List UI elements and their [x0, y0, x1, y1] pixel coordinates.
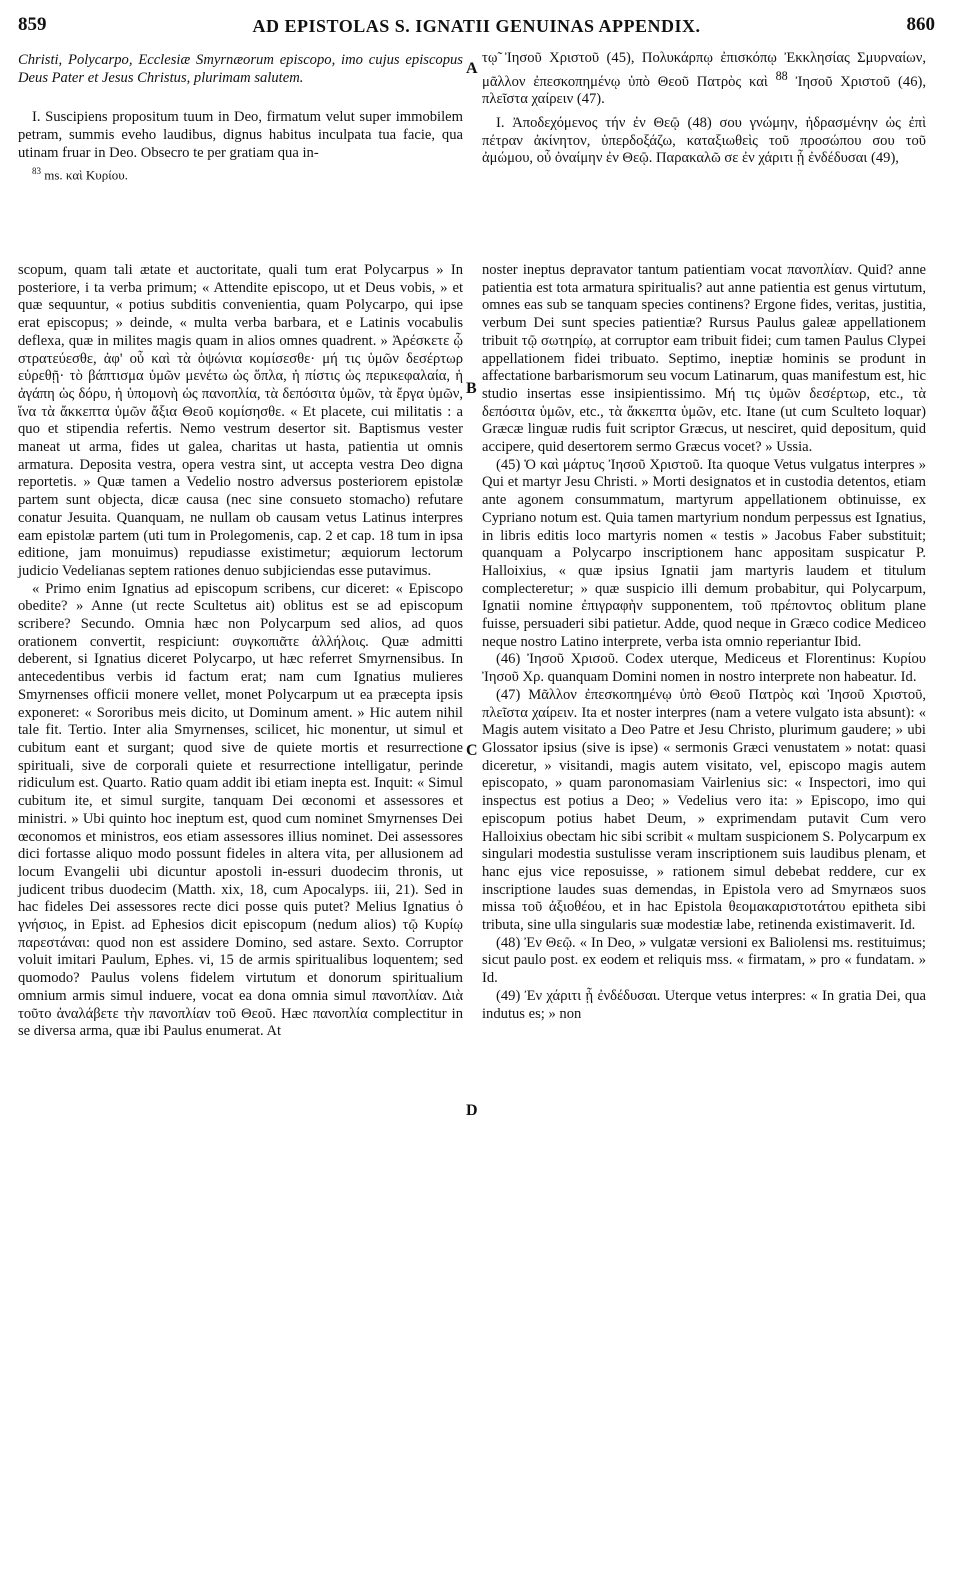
margin-marker-a: A [466, 60, 478, 77]
greek-salutation [482, 50, 926, 109]
margin-marker-d: D [466, 1102, 478, 1119]
latin-text-column [18, 52, 463, 184]
latin-salutation: Christi, Polycarpo, Ecclesiæ Smyrnæorum episcopo, imo cujus episcopus Deus Pater et Jesus Christus, plurimam salutem. [18, 52, 463, 86]
margin-marker-b: B [466, 380, 477, 397]
greek-salutation-end: Ἰησοῦ Χριστοῦ (46), πλεῖστα χαίρειν (47). [482, 73, 927, 108]
page-number-left: 859 [18, 14, 47, 35]
commentary-right-p1: noster ineptus depravator tantum patientiam vocat πανοπλίαν. Quid? anne patientia est tota armatura spiritualis? aut anne patientia est genus virtutum, omnes eas sub se tanquam species continens? Ergone fides, veritas, justitia, verbum Dei sunt species patientiæ? Rursus Paulus galeæ appellationem tribuit τῷ σωτηρίῳ, at corruptor eam tribuit fidei; cum tamen Paulus Clypei appellationem fidei tribuato. Septimo, ineptiæ hominis se produnt in affectatione barbarismorum seu vocum Latinarum, quas manifestum est, hic studio insertas esse insipientissimo. Μή τις ὑμῶν δεσέρτωρ, etc., τὰ δεπόσιτα ὑμῶν, etc., τὰ ἄκκεπτα ὑμῶν, etc. Itane (ut cum Sculteto loquar) Græcæ linguæ rudis fuit scriptor Græcus, ut nesciret, quid depositum, quid accipere, quid desertorem sermo Græcus vocet? » Ussia. [482, 262, 926, 456]
ms-variant-note [18, 163, 463, 184]
commentary-right-column [482, 262, 926, 1023]
commentary-left-p1: scopum, quam tali ætate et auctoritate, quali tum erat Polycarpus » In posteriore, i ta verba primum; « Attendite episcopo, ut et Deus vobis, » et quæ sequuntur, « potius subditis convenientia, quam Polycarpo, qui ipse erat episcopus; » deinde, « multa verba barbara, et e Latinis vocabulis deflexa, quæ in milites magis quam in alios omnes quadrent. » Ἀρέσκετε ᾧ στρατεύεσθε, ἀφ' οὗ καὶ τὰ ὀψώνια κομίσεσθε· μή τις ὑμῶν δεσέρτωρ εὑρεθῇ· τὸ βάπτισμα ὑμῶν μενέτω ὡς ὅπλα, ἡ πίστις ὡς περικεφαλαία, ἡ ἀγάπη ὡς δόρυ, ἡ ὑπομονὴ ὡς πανοπλία, τὰ δεπόσιτα ὑμῶν, τὰ ἔργα ὑμῶν, ἵνα τὰ ἄκκεπτα ὑμῶν ἄξια Θεοῦ κομίσησθε. « Et placete, cui militatis : a quo et stipendia refertis. Nemo vestrum desertor sit. Baptismus vester maneat ut arma, fides ut galea, charitas ut hasta, patientia ut omnis armatura. Deposita vestra, opera vestra sint, ut accepta vestra Deo digna reportetis. » Quæ tamen a Vedelio nostro adversus posteriorem epistolæ partem sunt objecta, dicæ causa (nec sine consueto stomacho) refutare conatur Jesuita. Quanquam, ne nullam ob causam vetus Latinus interpres eam epistolæ partem (uti tum in Prolegomenis, cap. 2 et cap. 18 tum in ipsa editione, jam monuimus) repudiasse existimetur; æquiorum lectorum judicio Vedelianas septem rationes denuo subjiciendas esse putavimus. [18, 262, 463, 579]
ms-note-text: ms. καὶ Κυρίου. [44, 166, 128, 182]
commentary-left-p2: « Primo enim Ignatius ad episcopum scribens, cur diceret: « Episcopo obedite? » Anne (ut recte Scultetus ait) oblitus est se ad episcopum scribere? Secundo. Omnia hæc non Polycarpum sed alios, ad quos orationem convertit, respiciunt: συγκοπιᾶτε ἀλλήλοις. Quæ admitti deberent, si Ignatius diceret Polycarpo, ut hæc referret Smyrnensibus. In antecedentibus verbis id factum erat; nam cum Ignatius mulieres Smyrnenses officii monere vellet, monet Polycarpum ut ea præcepta ipsis exponeret: « Sororibus meis dicito, ut Dominum ament. » Hic autem nihil tale fit. Tertio. Inter alia Smyrnenses, scilicet, hic monentur, ut simul et cubitum eant et surgant; quod sive de quiete mortis et resurrectione spirituali, sive de corporali quiete et resurrectione intelligatur, perinde ridiculum est. Quarto. Ratio quam addit ibi etiam inepta est. Inquit: « Simul cubitum ite, et simul surgite, tanquam Dei œconomi et assessores et ministri. » Ubi quinto hoc ineptum est, quod cum nominet Smyrnenses Dei œconomos et ministros, eos etiam assessores illius nominet. Dei assessores dici fortasse aliquo modo possunt fideles in altera vita, per allusionem ad locum Evangelii ubi dicuntur apostoli in-essuri duodecim thronis, ut judicent tribus duodecim (Matth. xix, 18, cum Apocalyps. iii, 21). Sed in hac fideles Dei assessores recte dici posse quis putet? Melius Ignatius ὁ γνήσιος, in Epist. ad Ephesios dicit episcopum (nedum alios) τῷ Κυρίῳ παρεστάναι: quod non est assidere Domino, sed astare. Sexto. Corruptor voluit imitari Paulum, Ephes. vi, 15 de armis spiritualibus loquentem; sed quomodo? Paulus volens fidelem virtutum et donorum spiritualium omnium armis simul induere, vocat ea dona omnia simul πανοπλίαν. Διὰ τοῦτο ἀναλάβετε τὴν πανοπλίαν τοῦ Θεοῦ. Hæc πανοπλία complectitur in se diversa arma, quæ ibi Paulus enumerat. At [18, 580, 463, 1040]
greek-text-column [482, 50, 926, 168]
ms-note-number: 83 [32, 165, 41, 176]
footnote-47: (47) Μᾶλλον ἐπεσκοπημένῳ ὑπὸ Θεοῦ Πατρὸς καὶ Ἰησοῦ Χριστοῦ, πλεῖστα χαίρειν. Ita et noster interpres (nam a vetere vulgato ista absunt): « Magis autem visitato a Deo Patre et Jesu Christo, plurimum gaudere; » ubi Glossator ipsius (sive is ipse) « sermonis Græci venustatem » notat: quasi diceretur, » visitandi, magis autem visitato, vel, episcopo magis autem episcopato, » quam paronomasiam Vairlenius sic: « Inspectori, imo qui inspectus est potius a Deo; » Vedelius vero ita: » Episcopo, imo qui episcopum potius habet Deum, » exprimendam putavit Cum vero Halloixius obectam hic sibi scribit « multam suspicionem S. Polycarpum ex singulari modestia sustulisse veram inscriptionem suis laudibus plenam, et hanc ejus vice reposuisse, » rationem simul debebat reddere, cur ex inscriptione laudes suas demendas, in Epistola vero ad Smyrnæos suos missa τοῦ ἀξιοθέου, et in hac Epistola θεομακαριστοτάτου epitheta sibi tributa, sine ulla singularis suæ modestiæ labe, retinenda existimaverit. Id. [482, 686, 926, 934]
running-title: AD EPISTOLAS S. IGNATII GENUINAS APPENDIX. [252, 16, 701, 36]
footnote-45: (45) Ὁ καὶ μάρτυς Ἰησοῦ Χριστοῦ. Ita quoque Vetus vulgatus interpres » Qui et martyr Jesu Christi. » Morti designatos et in custodia detentos, etiam ante agonem consummatum, martyrum appellationem obtinuisse, ex Cypriano notum est. Quia tamen martyrium nondum perpessus est Ignatius, in libris editis loco martyris nomen « testis » Jacobus Faber substituit; quanquam a Polycarpo inscriptionem hanc appositam suspicatur P. Halloixius, « quæ ipsius Ignatii jam martyris laudem et titulum complecteretur; » quæ suspicio illi demum probabitur, qui Polycarpum, Ignatii nomine ἐπιγραφὴν supponentem, τοῦ πρέποντος oblitum plane fuisse, persuaderi sibi patietur. Adde, quod neque in Græco codice Mediceo neque nostro Latino interprete, verba ista omnio reperiantur Ibid. [482, 456, 926, 650]
greek-ms-note-ref: 88 [775, 68, 788, 83]
greek-salutation-start: τῳ̃ Ἰησοῦ Χριστοῦ (45), Πολυκάρπῳ ἐπισκόπῳ Ἐκκλησίας Σμυρναίων, μᾶλλον ἐπεσκοπημένῳ ὑπὸ Θεοῦ Πατρὸς καὶ [482, 50, 926, 90]
margin-marker-c: C [466, 742, 478, 759]
page-header [18, 14, 935, 40]
footnote-49: (49) Ἐν χάριτι ᾗ ἐνδέδυσαι. Uterque vetus interpres: « In gratia Dei, qua indutus es; » non [482, 987, 926, 1022]
footnote-46: (46) Ἰησοῦ Χρισοῦ. Codex uterque, Mediceus et Florentinus: Κυρίου Ἰησοῦ Χρ. quanquam Domini nomen in nostro interprete non habeatur. Id. [482, 651, 926, 686]
latin-paragraph-1: I. Suscipiens propositum tuum in Deo, firmatum velut super immobilem petram, summis eveho laudibus, dignus habitus inculpata tua facie, qua utinam fruar in Deo. Obsecro te per gratiam qua in- [18, 109, 463, 161]
footnote-48: (48) Ἐν Θεῷ. « In Deo, » vulgatæ versioni ex Baliolensi ms. restituimus; sicut paulo post. ex eodem et reliquis mss. « firmatam, » pro « fundatam. » Id. [482, 934, 926, 987]
page-number-right: 860 [906, 14, 935, 35]
commentary-left-column [18, 262, 463, 1041]
greek-paragraph-1: I. Ἀποδεχόμενος τήν ἐν Θεῷ (48) σου γνώμην, ἡδρασμένην ὡς ἐπὶ πέτραν ἀκίνητον, ὑπερδοξάζω, καταξιωθεὶς τοῦ προσώπου σου τοῦ ἀμώμου, οὗ ὀναίμην ἐν Θεῷ. Παρακαλῶ σε ἐν χάριτι ᾗ ἐνδέδυσαι (49), [482, 114, 926, 167]
